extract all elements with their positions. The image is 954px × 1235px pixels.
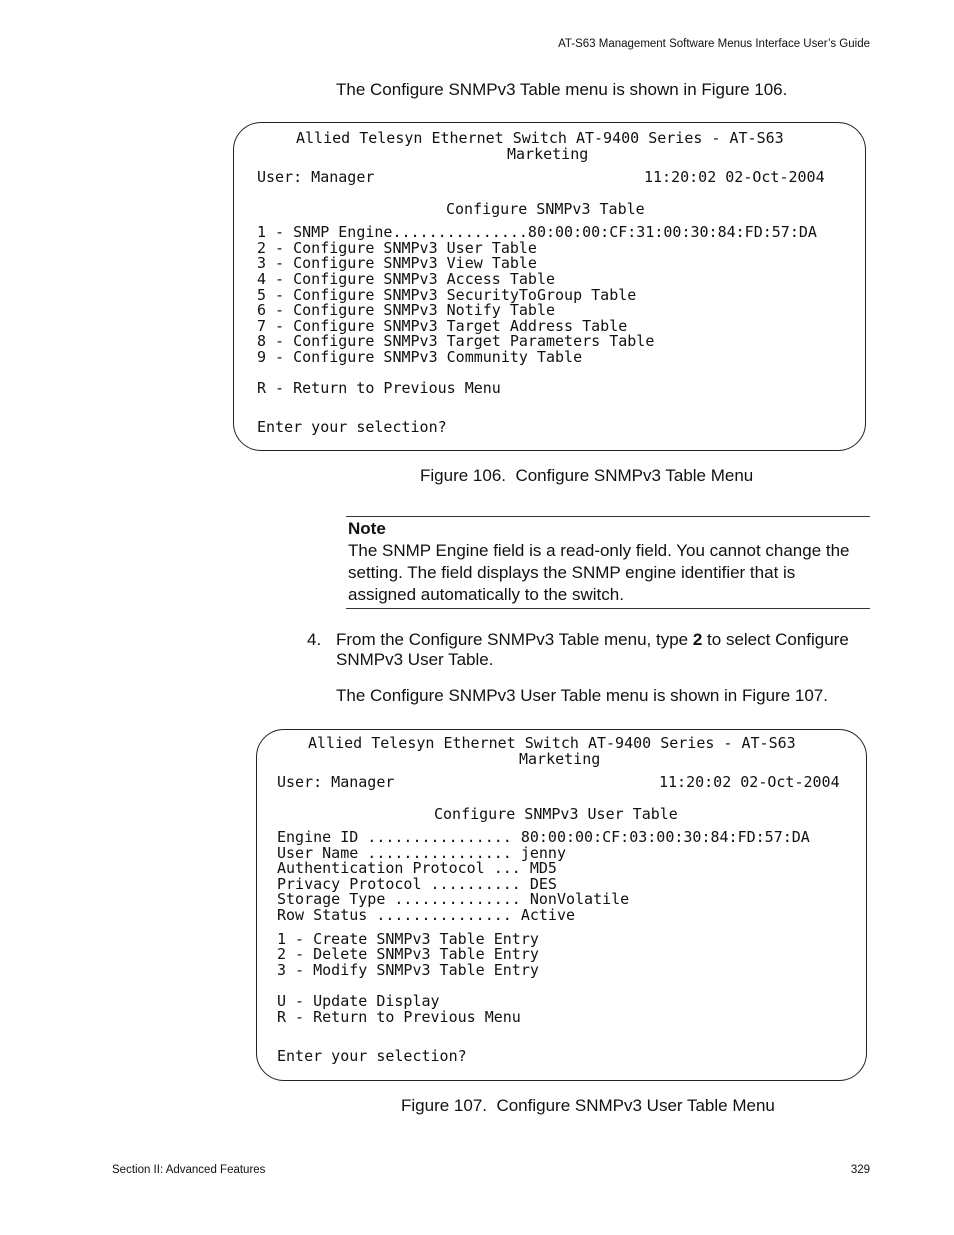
- step-key: 2: [692, 630, 703, 649]
- menu-option-8: 8 - Configure SNMPv3 Target Parameters Table: [257, 332, 655, 350]
- field-row-status: Row Status ............... Active: [277, 906, 576, 924]
- menu-option-3: 3 - Modify SNMPv3 Table Entry: [277, 961, 539, 979]
- footer-section: Section II: Advanced Features: [112, 1164, 266, 1176]
- field-engine-id: Engine ID ................ 80:00:00:CF:03:00:30:84:FD:57:DA: [277, 828, 810, 846]
- terminal-menu-title: Configure SNMPv3 Table: [446, 200, 645, 218]
- menu-option-7: 7 - Configure SNMPv3 Target Address Table: [257, 317, 628, 335]
- menu-option-update: U - Update Display: [277, 992, 440, 1010]
- terminal-datetime: 11:20:02 02-Oct-2004: [644, 168, 825, 186]
- terminal-menu-title: Configure SNMPv3 User Table: [434, 805, 678, 823]
- selection-prompt: Enter your selection?: [277, 1047, 467, 1065]
- footer-page-number: 329: [850, 1164, 870, 1176]
- terminal-screen-107: [256, 729, 867, 1081]
- menu-option-6: 6 - Configure SNMPv3 Notify Table: [257, 301, 556, 319]
- step-text-before: From the Configure SNMPv3 Table menu, type: [336, 630, 693, 649]
- menu-option-return: R - Return to Previous Menu: [257, 379, 501, 397]
- menu-option-9: 9 - Configure SNMPv3 Community Table: [257, 348, 583, 366]
- figure-106-caption: Figure 106. Configure SNMPv3 Table Menu: [420, 466, 754, 485]
- selection-prompt: Enter your selection?: [257, 418, 447, 436]
- note-box: [346, 516, 870, 609]
- field-auth-protocol: Authentication Protocol ... MD5: [277, 859, 557, 877]
- terminal-title: Allied Telesyn Ethernet Switch AT-9400 Series - AT-S63: [296, 129, 784, 147]
- figure-106-intro: The Configure SNMPv3 Table menu is shown in Figure 106.: [336, 80, 788, 99]
- terminal-title: Allied Telesyn Ethernet Switch AT-9400 Series - AT-S63: [308, 734, 796, 752]
- field-storage-type: Storage Type .............. NonVolatile: [277, 890, 630, 908]
- step-number: 4.: [307, 630, 322, 649]
- menu-option-5: 5 - Configure SNMPv3 SecurityToGroup Table: [257, 286, 637, 304]
- terminal-datetime: 11:20:02 02-Oct-2004: [659, 773, 840, 791]
- terminal-user: User: Manager: [257, 168, 375, 186]
- field-privacy-protocol: Privacy Protocol .......... DES: [277, 875, 557, 893]
- terminal-screen-106: [233, 122, 866, 451]
- menu-option-1: 1 - SNMP Engine...............80:00:00:CF:31:00:30:84:FD:57:DA: [257, 223, 817, 241]
- terminal-subtitle: Marketing: [507, 145, 589, 163]
- figure-107-intro: The Configure SNMPv3 User Table menu is shown in Figure 107.: [336, 686, 828, 705]
- note-text: The SNMP Engine field is a read-only field. You cannot change the setting. The field displays the SNMP engine identifier that is assigned automatically to the switch.: [348, 541, 850, 604]
- field-user-name: User Name ................ jenny: [277, 844, 566, 862]
- menu-option-4: 4 - Configure SNMPv3 Access Table: [257, 270, 556, 288]
- running-header: AT-S63 Management Software Menus Interface User’s Guide: [558, 38, 870, 50]
- step-text-after: to select Configure SNMPv3 User Table.: [336, 630, 849, 669]
- menu-option-2: 2 - Configure SNMPv3 User Table: [257, 239, 537, 257]
- menu-option-3: 3 - Configure SNMPv3 View Table: [257, 254, 537, 272]
- terminal-subtitle: Marketing: [519, 750, 601, 768]
- terminal-user: User: Manager: [277, 773, 395, 791]
- menu-option-2: 2 - Delete SNMPv3 Table Entry: [277, 945, 539, 963]
- menu-option-return: R - Return to Previous Menu: [277, 1008, 521, 1026]
- step-text: [336, 630, 876, 670]
- note-title: Note: [348, 519, 386, 538]
- figure-107-caption: Figure 107. Configure SNMPv3 User Table Menu: [401, 1096, 775, 1115]
- menu-option-1: 1 - Create SNMPv3 Table Entry: [277, 930, 539, 948]
